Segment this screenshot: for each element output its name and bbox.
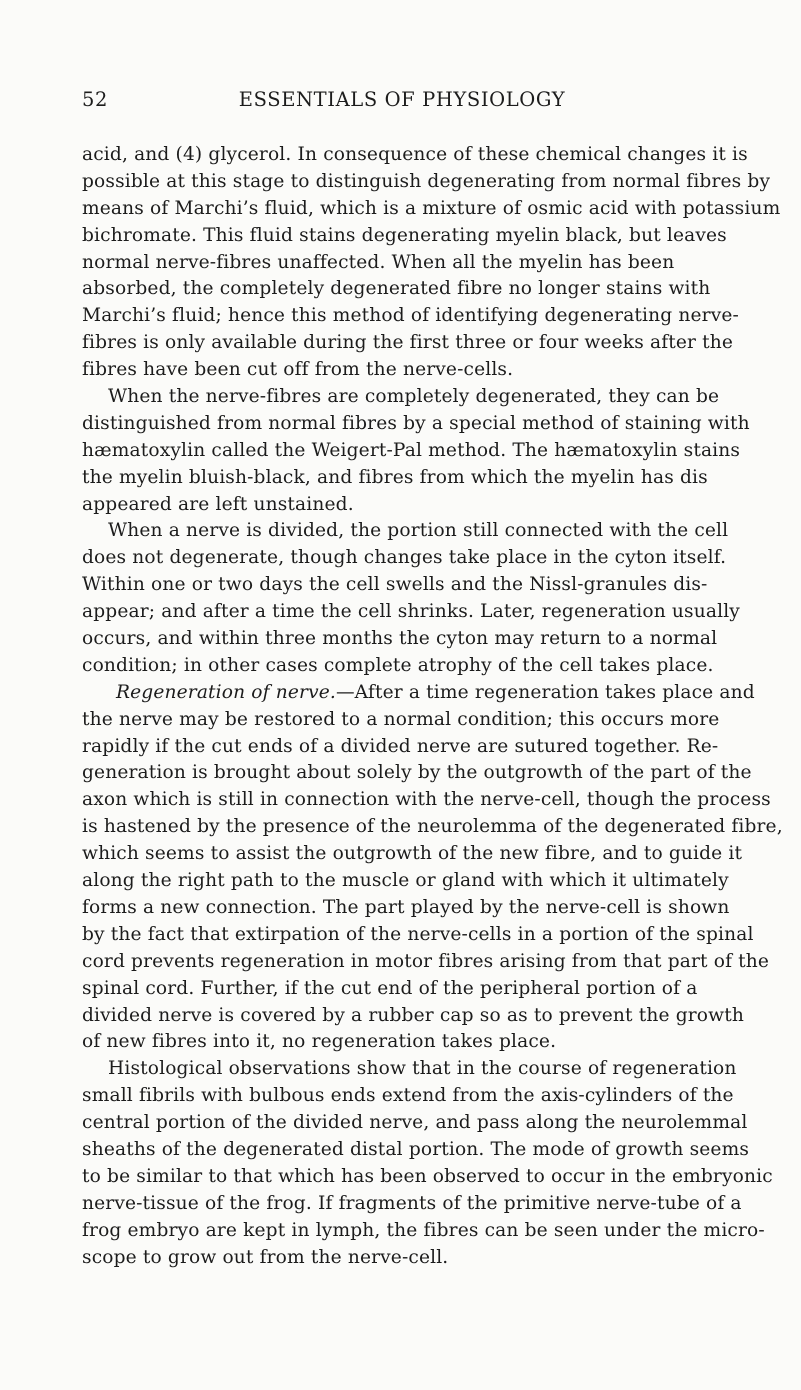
heading-continuation: —After a time regeneration takes place and <box>335 681 755 703</box>
text-line: sheaths of the degenerated distal portion. The mode of growth seems <box>82 1138 750 1160</box>
text-line: along the right path to the muscle or gland with which it ultimately <box>82 870 729 892</box>
section-heading-line <box>82 680 755 707</box>
text-line: means of Marchi’s fluid, which is a mixture of osmic acid with potassium <box>82 197 781 219</box>
text-line: the nerve may be restored to a normal condition; this occurs more <box>82 708 720 730</box>
text-line: central portion of the divided nerve, and pass along the neurolemmal <box>82 1112 748 1134</box>
text-line: which seems to assist the outgrowth of the new fibre, and to guide it <box>82 843 743 865</box>
text-line: normal nerve-fibres unaffected. When all the myelin has been <box>82 251 675 273</box>
text-line: divided nerve is covered by a rubber cap so as to prevent the growth <box>82 1004 744 1026</box>
text-line: condition; in other cases complete atrophy of the cell takes place. <box>82 654 714 676</box>
text-line: generation is brought about solely by the outgrowth of the part of the <box>82 762 752 784</box>
text-line: frog embryo are kept in lymph, the fibres can be seen under the micro- <box>82 1219 765 1241</box>
page-number: 52 <box>82 88 109 111</box>
text-line: fibres is only available during the first three or four weeks after the <box>82 332 734 354</box>
body-text <box>82 142 783 1271</box>
text-line: fibres have been cut off from the nerve-cells. <box>82 359 514 381</box>
text-line: does not degenerate, though changes take place in the cyton itself. <box>82 547 727 569</box>
text-line: the myelin bluish-black, and fibres from which the myelin has dis <box>82 466 708 488</box>
text-line: axon which is still in connection with the nerve-cell, though the process <box>82 789 771 811</box>
text-line: Marchi’s fluid; hence this method of identifying degenerating nerve- <box>82 305 739 327</box>
text-line: Within one or two days the cell swells and the Nissl-granules dis- <box>82 574 708 596</box>
text-line: bichromate. This fluid stains degenerating myelin black, but leaves <box>82 224 727 246</box>
paragraph-start-line: Histological observations show that in the course of regeneration <box>108 1058 737 1080</box>
text-line: spinal cord. Further, if the cut end of the peripheral portion of a <box>82 977 698 999</box>
text-line: acid, and (4) glycerol. In consequence of these chemical changes it is <box>82 144 748 165</box>
page-header <box>82 88 722 118</box>
text-line: possible at this stage to distinguish degenerating from normal fibres by <box>82 170 771 192</box>
text-line: appear; and after a time the cell shrinks. Later, regeneration usually <box>82 601 740 623</box>
text-line: cord prevents regeneration in motor fibres arising from that part of the <box>82 950 770 972</box>
text-line: of new fibres into it, no regeneration takes place. <box>82 1031 557 1053</box>
section-heading: Regeneration of nerve. <box>116 681 336 703</box>
text-line: rapidly if the cut ends of a divided nerve are sutured together. Re- <box>82 735 719 757</box>
text-line: occurs, and within three months the cyton may return to a normal <box>82 628 718 650</box>
text-line: scope to grow out from the nerve-cell. <box>82 1246 449 1268</box>
text-line: hæmatoxylin called the Weigert-Pal method. The hæmatoxylin stains <box>82 439 741 461</box>
text-line: absorbed, the completely degenerated fibre no longer stains with <box>82 278 711 300</box>
paragraph-start-line: When a nerve is divided, the portion still connected with the cell <box>108 520 729 542</box>
running-title: ESSENTIALS OF PHYSIOLOGY <box>238 88 566 111</box>
paragraph-start-line: When the nerve-fibres are completely degenerated, they can be <box>108 386 720 408</box>
text-line: to be similar to that which has been observed to occur in the embryonic <box>82 1165 773 1187</box>
text-line: appeared are left unstained. <box>82 493 354 515</box>
text-line: distinguished from normal fibres by a special method of staining with <box>82 412 750 434</box>
text-line: by the fact that extirpation of the nerve-cells in a portion of the spinal <box>82 923 754 945</box>
text-line: small fibrils with bulbous ends extend from the axis-cylinders of the <box>82 1085 734 1107</box>
text-line: nerve-tissue of the frog. If fragments of the primitive nerve-tube of a <box>82 1192 742 1214</box>
text-line: forms a new connection. The part played by the nerve-cell is shown <box>82 896 730 918</box>
text-line: is hastened by the presence of the neurolemma of the degenerated fibre, <box>82 816 783 838</box>
